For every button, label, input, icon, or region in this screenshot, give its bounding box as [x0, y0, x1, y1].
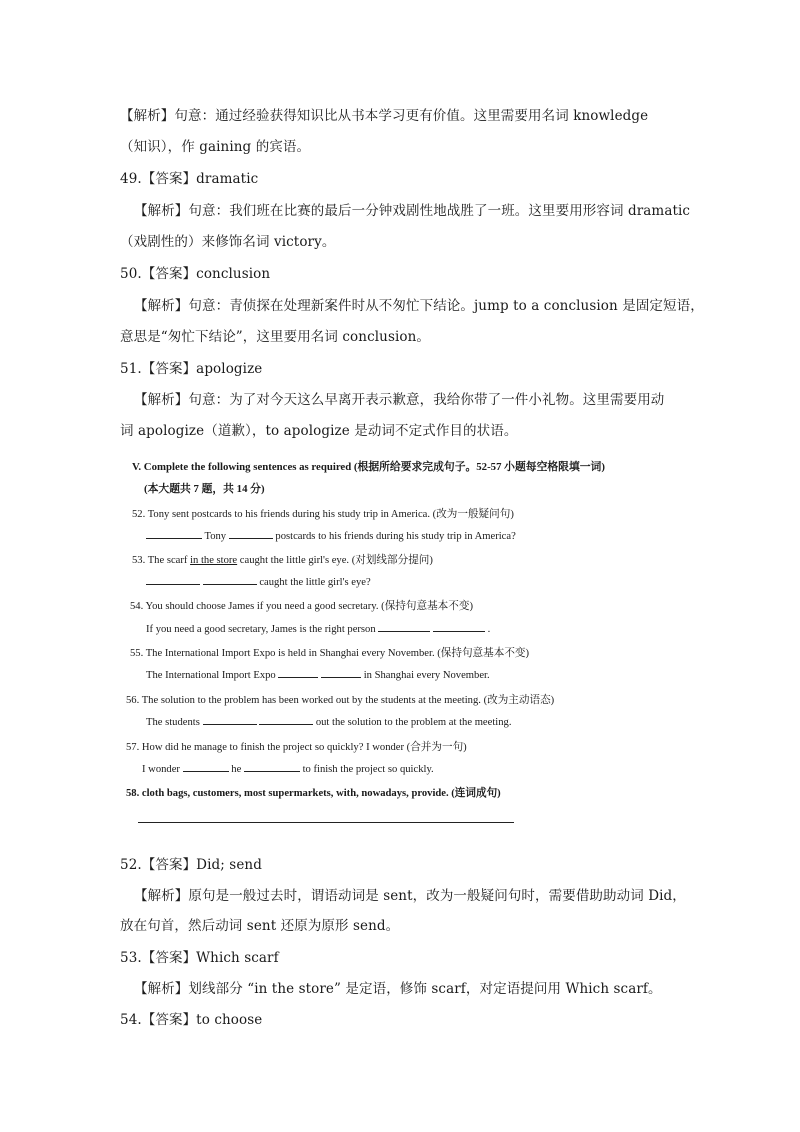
answer-49: 49.【答案】dramatic [120, 171, 259, 187]
exercise-53-pre: 53. The scarf [132, 555, 191, 566]
answer-51: 51.【答案】apologize [120, 361, 263, 377]
exercise-52-prompt: 52. Tony sent postcards to his friends during his study trip in America. (改为一般疑问句) [132, 509, 514, 520]
answer-53: 53.【答案】Which scarf [120, 950, 279, 966]
blank[interactable] [146, 529, 202, 539]
section-subheading: (本大题共 7 题，共 14 分) [144, 483, 265, 495]
blank[interactable] [378, 622, 430, 632]
exercise-54-answer-line [146, 622, 490, 635]
exercise-54-text-a: If you need a good secretary, James is the right person [146, 624, 376, 635]
exercise-55-prompt: 55. The International Import Expo is held in Shanghai every November. (保持句意基本不变) [130, 648, 530, 659]
exercise-57-text-b: he [231, 764, 242, 775]
exercise-55-text-a: The International Import Expo [146, 670, 276, 681]
blank[interactable] [183, 762, 229, 772]
answer-50: 50.【答案】conclusion [120, 266, 271, 282]
blank[interactable] [203, 715, 257, 725]
blank[interactable] [146, 575, 200, 585]
exercise-54-end: . [487, 624, 491, 635]
blank[interactable] [321, 668, 361, 678]
exercise-53-answer-line [146, 575, 371, 588]
explanation-51-line1: 【解析】句意：为了对今天这么早离开表示歉意，我给你带了一件小礼物。这里需要用动 [134, 392, 665, 408]
explanation-52-line2: 放在句首，然后动词 sent 还原为原形 send。 [120, 918, 400, 934]
blank[interactable] [259, 715, 313, 725]
exercise-58-answer-line[interactable] [138, 822, 514, 823]
blank[interactable] [229, 529, 273, 539]
explanation-53-line1: 【解析】划线部分 “in the store” 是定语，修饰 scarf，对定语提问用 Which scarf。 [134, 981, 662, 997]
explanation-48-line2: （知识），作 gaining 的宾语。 [120, 139, 311, 155]
exercise-52-text-b: postcards to his friends during his study trip in America? [275, 531, 516, 542]
exercise-56-text-b: out the solution to the problem at the meeting. [315, 717, 512, 728]
exercise-52-text-a: Tony [204, 531, 227, 542]
exercise-52-answer-line [146, 529, 516, 542]
section-heading: V. Complete the following sentences as required (根据所给要求完成句子。52-57 小题每空格限填一词) [132, 461, 605, 473]
blank[interactable] [278, 668, 318, 678]
exercise-56-text-a: The students [146, 717, 200, 728]
exercise-53-post: caught the little girl's eye. (对划线部分提问) [237, 555, 433, 566]
exercise-53-prompt [132, 552, 433, 567]
exercise-57-text-c: to finish the project so quickly. [302, 764, 434, 775]
exercise-57-answer-line [142, 762, 434, 775]
explanation-49-line1: 【解析】句意：我们班在比赛的最后一分钟戏剧性地战胜了一班。这里要用形容词 dramatic [134, 203, 691, 219]
exercise-55-answer-line [146, 668, 490, 681]
exercise-58-prompt: 58. cloth bags, customers, most supermarkets, with, nowadays, provide. (连词成句) [126, 788, 501, 799]
answer-54: 54.【答案】to choose [120, 1012, 263, 1028]
blank[interactable] [244, 762, 300, 772]
exercise-56-answer-line [146, 715, 511, 728]
exercise-57-prompt: 57. How did he manage to finish the project so quickly? I wonder (合并为一句) [126, 742, 467, 753]
explanation-50-line2: 意思是“匆忙下结论”，这里要用名词 conclusion。 [120, 329, 431, 345]
blank[interactable] [433, 622, 485, 632]
exercise-53-underlined: in the store [190, 555, 238, 566]
blank[interactable] [203, 575, 257, 585]
exercise-55-text-b: in Shanghai every November. [363, 670, 490, 681]
explanation-52-line1: 【解析】原句是一般过去时，谓语动词是 sent，改为一般疑问句时，需要借助助动词 Did， [134, 888, 686, 904]
exercise-53-text-a: caught the little girl's eye? [259, 577, 371, 588]
explanation-50-line1: 【解析】句意：青侦探在处理新案件时从不匆忙下结论。jump to a conclusion 是固定短语， [134, 298, 704, 314]
explanation-51-line2: 词 apologize（道歉），to apologize 是动词不定式作目的状语。 [120, 423, 518, 439]
exercise-56-prompt: 56. The solution to the problem has been worked out by the students at the meeting. (改为主动语态) [126, 695, 555, 706]
exercise-57-text-a: I wonder [142, 764, 180, 775]
explanation-49-line2: （戏剧性的）来修饰名词 victory。 [120, 234, 336, 250]
answer-52: 52.【答案】Did; send [120, 857, 262, 873]
exercise-54-prompt: 54. You should choose James if you need a good secretary. (保持句意基本不变) [130, 601, 473, 612]
explanation-48-line1: 【解析】句意：通过经验获得知识比从书本学习更有价值。这里需要用名词 knowledge [120, 108, 649, 124]
